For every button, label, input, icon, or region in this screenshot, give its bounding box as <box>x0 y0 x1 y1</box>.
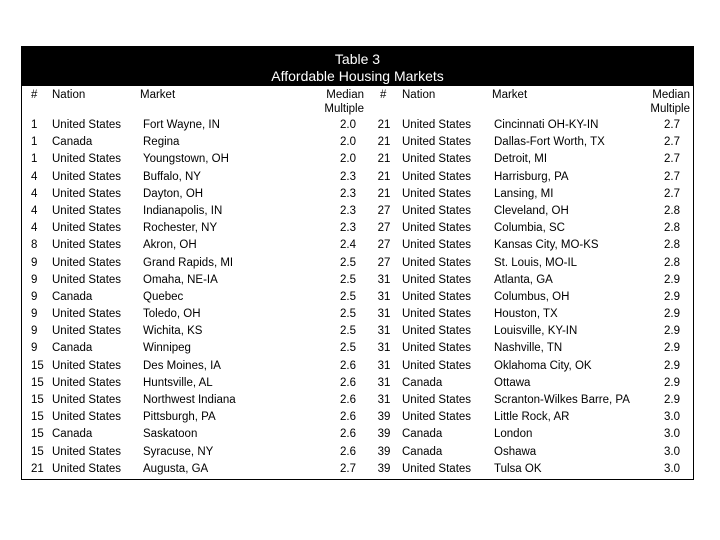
table-row <box>22 289 693 306</box>
right-nation-cell: United States <box>402 170 472 183</box>
right-rank-cell: 31 <box>377 376 391 389</box>
left-market-cell: Buffalo, NY <box>143 170 201 183</box>
left-market-cell: Augusta, GA <box>143 462 209 475</box>
right-nation-cell: United States <box>402 308 472 321</box>
right-nation-cell: Canada <box>402 445 443 458</box>
left-rank-cell: 1 <box>31 153 38 166</box>
table-row <box>22 461 693 478</box>
right-rank-cell: 21 <box>377 170 391 183</box>
table-row <box>22 375 693 392</box>
header-median-line1: Median <box>652 89 690 101</box>
right-rank-cell: 31 <box>377 273 391 286</box>
header-rank-left: # <box>31 89 38 101</box>
right-median-multiple-cell: 2.7 <box>664 119 680 131</box>
left-rank-cell: 9 <box>31 308 38 321</box>
right-rank-cell: 27 <box>377 204 391 217</box>
left-rank-cell: 21 <box>31 462 44 475</box>
left-market-cell: Quebec <box>143 290 184 303</box>
table-row <box>22 255 693 272</box>
right-median-multiple-cell: 3.0 <box>664 462 680 475</box>
right-median-multiple-cell: 2.9 <box>664 273 680 286</box>
left-median-multiple-cell: 2.5 <box>340 290 356 303</box>
table-row <box>22 169 693 186</box>
left-nation-cell: United States <box>52 204 122 217</box>
left-rank-cell: 1 <box>31 136 38 149</box>
left-market-cell: Wichita, KS <box>143 325 203 338</box>
left-market-cell: Winnipeg <box>143 342 191 355</box>
left-nation-cell: United States <box>52 308 122 321</box>
right-median-multiple-cell: 2.8 <box>664 256 680 269</box>
left-nation-cell: United States <box>52 411 122 424</box>
left-market-cell: Pittsburgh, PA <box>143 411 216 424</box>
table-row <box>22 358 693 375</box>
left-rank-cell: 15 <box>31 445 44 458</box>
left-market-cell: Youngstown, OH <box>143 153 229 166</box>
header-market-right: Market <box>492 89 528 101</box>
right-rank-cell: 31 <box>377 290 391 303</box>
left-market-cell: Toledo, OH <box>143 308 201 321</box>
left-market-cell: Syracuse, NY <box>143 445 214 458</box>
table-row <box>22 392 693 409</box>
left-rank-cell: 8 <box>31 239 38 252</box>
left-median-multiple-cell: 2.0 <box>340 119 356 131</box>
right-rank-cell: 31 <box>377 359 391 372</box>
right-nation-cell: United States <box>402 136 472 149</box>
left-median-multiple-cell: 2.6 <box>340 359 356 372</box>
right-nation-cell: Canada <box>402 376 443 389</box>
right-median-multiple-cell: 3.0 <box>664 428 680 441</box>
right-market-cell: Harrisburg, PA <box>494 170 569 183</box>
right-market-cell: Ottawa <box>494 376 531 389</box>
right-median-multiple-cell: 2.7 <box>664 153 680 166</box>
left-median-multiple-cell: 2.0 <box>340 153 356 166</box>
right-market-cell: London <box>494 428 533 441</box>
header-rank-right: # <box>380 89 387 101</box>
left-nation-cell: Canada <box>52 428 93 441</box>
left-nation-cell: United States <box>52 273 122 286</box>
left-nation-cell: Canada <box>52 342 93 355</box>
table-row <box>22 409 693 426</box>
table-row <box>22 237 693 254</box>
left-median-multiple-cell: 2.3 <box>340 222 356 235</box>
right-market-cell: Lansing, MI <box>494 187 554 200</box>
right-median-multiple-cell: 2.9 <box>664 376 680 389</box>
right-median-multiple-cell: 2.9 <box>664 342 680 355</box>
left-market-cell: Northwest Indiana <box>143 394 236 406</box>
left-median-multiple-cell: 2.3 <box>340 170 356 183</box>
right-nation-cell: United States <box>402 187 472 200</box>
left-median-multiple-cell: 2.7 <box>340 462 356 475</box>
right-market-cell: Cleveland, OH <box>494 204 569 217</box>
left-rank-cell: 4 <box>31 204 38 217</box>
right-nation-cell: United States <box>402 325 472 338</box>
header-median-right <box>636 88 690 116</box>
right-rank-cell: 39 <box>377 462 391 475</box>
left-rank-cell: 9 <box>31 273 38 286</box>
left-market-cell: Dayton, OH <box>143 187 204 200</box>
right-market-cell: Columbia, SC <box>494 222 565 235</box>
right-rank-cell: 39 <box>377 428 391 441</box>
table-row <box>22 151 693 168</box>
table-row <box>22 134 693 151</box>
right-market-cell: Atlanta, GA <box>494 273 553 286</box>
left-median-multiple-cell: 2.6 <box>340 376 356 389</box>
header-median-line2: Multiple <box>324 103 364 115</box>
right-rank-cell: 27 <box>377 239 391 252</box>
left-median-multiple-cell: 2.5 <box>340 308 356 321</box>
left-median-multiple-cell: 2.6 <box>340 394 356 406</box>
left-rank-cell: 4 <box>31 187 38 200</box>
left-rank-cell: 4 <box>31 170 38 183</box>
left-rank-cell: 15 <box>31 376 44 389</box>
left-median-multiple-cell: 2.6 <box>340 428 356 441</box>
table-row <box>22 426 693 443</box>
right-market-cell: Scranton-Wilkes Barre, PA <box>494 394 630 406</box>
table-subtitle: Affordable Housing Markets <box>271 68 444 84</box>
table-title: Table 3 <box>334 51 381 67</box>
right-median-multiple-cell: 2.8 <box>664 204 680 217</box>
left-market-cell: Regina <box>143 136 180 149</box>
left-median-multiple-cell: 2.3 <box>340 204 356 217</box>
left-median-multiple-cell: 2.0 <box>340 136 356 149</box>
right-nation-cell: United States <box>402 359 472 372</box>
left-median-multiple-cell: 2.6 <box>340 445 356 458</box>
table-row <box>22 306 693 323</box>
left-rank-cell: 1 <box>31 119 38 131</box>
header-median-left <box>312 88 364 116</box>
left-market-cell: Grand Rapids, MI <box>143 256 234 269</box>
right-rank-cell: 21 <box>377 153 391 166</box>
left-median-multiple-cell: 2.3 <box>340 187 356 200</box>
right-median-multiple-cell: 2.9 <box>664 394 680 406</box>
right-rank-cell: 31 <box>377 342 391 355</box>
right-nation-cell: United States <box>402 119 472 131</box>
left-nation-cell: United States <box>52 222 122 235</box>
header-median-line1: Median <box>326 89 364 101</box>
right-nation-cell: United States <box>402 273 472 286</box>
left-market-cell: Fort Wayne, IN <box>143 119 220 131</box>
right-median-multiple-cell: 2.9 <box>664 290 680 303</box>
right-median-multiple-cell: 2.9 <box>664 359 680 372</box>
right-market-cell: Oklahoma City, OK <box>494 359 592 372</box>
left-nation-cell: United States <box>52 256 122 269</box>
right-market-cell: Tulsa OK <box>494 462 542 475</box>
left-rank-cell: 15 <box>31 359 44 372</box>
left-nation-cell: United States <box>52 394 122 406</box>
table-title-band <box>22 47 693 86</box>
left-median-multiple-cell: 2.5 <box>340 256 356 269</box>
left-market-cell: Omaha, NE-IA <box>143 273 218 286</box>
left-nation-cell: United States <box>52 239 122 252</box>
right-median-multiple-cell: 2.7 <box>664 136 680 149</box>
right-rank-cell: 31 <box>377 325 391 338</box>
left-median-multiple-cell: 2.6 <box>340 411 356 424</box>
table-row <box>22 117 693 134</box>
left-market-cell: Akron, OH <box>143 239 197 252</box>
right-market-cell: Kansas City, MO-KS <box>494 239 599 252</box>
left-nation-cell: United States <box>52 170 122 183</box>
left-market-cell: Huntsville, AL <box>143 376 213 389</box>
left-rank-cell: 15 <box>31 428 44 441</box>
right-market-cell: Cincinnati OH-KY-IN <box>494 119 599 131</box>
left-median-multiple-cell: 2.4 <box>340 239 356 252</box>
right-market-cell: Nashville, TN <box>494 342 563 355</box>
left-nation-cell: United States <box>52 119 122 131</box>
left-rank-cell: 15 <box>31 411 44 424</box>
right-median-multiple-cell: 2.9 <box>664 308 680 321</box>
table-body <box>22 117 693 478</box>
right-market-cell: Louisville, KY-IN <box>494 325 578 338</box>
right-rank-cell: 39 <box>377 445 391 458</box>
left-nation-cell: United States <box>52 187 122 200</box>
table-row <box>22 186 693 203</box>
right-nation-cell: United States <box>402 204 472 217</box>
table-row <box>22 323 693 340</box>
left-market-cell: Indianapolis, IN <box>143 204 223 217</box>
left-market-cell: Rochester, NY <box>143 222 218 235</box>
right-nation-cell: United States <box>402 411 472 424</box>
right-rank-cell: 27 <box>377 222 391 235</box>
table-row <box>22 272 693 289</box>
housing-table <box>21 46 694 480</box>
right-rank-cell: 21 <box>377 136 391 149</box>
left-rank-cell: 15 <box>31 394 44 406</box>
table-row <box>22 220 693 237</box>
right-median-multiple-cell: 3.0 <box>664 411 680 424</box>
right-nation-cell: United States <box>402 290 472 303</box>
right-rank-cell: 31 <box>377 394 391 406</box>
right-market-cell: Little Rock, AR <box>494 411 570 424</box>
right-nation-cell: United States <box>402 222 472 235</box>
right-market-cell: Dallas-Fort Worth, TX <box>494 136 605 149</box>
left-nation-cell: Canada <box>52 290 93 303</box>
right-market-cell: Houston, TX <box>494 308 558 321</box>
right-market-cell: Oshawa <box>494 445 537 458</box>
left-market-cell: Saskatoon <box>143 428 198 441</box>
right-rank-cell: 21 <box>377 119 391 131</box>
header-median-line2: Multiple <box>650 103 690 115</box>
right-market-cell: Columbus, OH <box>494 290 570 303</box>
left-market-cell: Des Moines, IA <box>143 359 221 372</box>
left-nation-cell: United States <box>52 376 122 389</box>
right-median-multiple-cell: 2.8 <box>664 222 680 235</box>
right-market-cell: St. Louis, MO-IL <box>494 256 578 269</box>
right-nation-cell: United States <box>402 462 472 475</box>
left-median-multiple-cell: 2.5 <box>340 342 356 355</box>
left-rank-cell: 4 <box>31 222 38 235</box>
right-median-multiple-cell: 2.7 <box>664 170 680 183</box>
left-nation-cell: United States <box>52 325 122 338</box>
table-row <box>22 203 693 220</box>
table-row <box>22 340 693 357</box>
right-nation-cell: United States <box>402 342 472 355</box>
left-rank-cell: 9 <box>31 325 38 338</box>
right-rank-cell: 39 <box>377 411 391 424</box>
left-nation-cell: United States <box>52 462 122 475</box>
right-nation-cell: United States <box>402 153 472 166</box>
right-median-multiple-cell: 2.9 <box>664 325 680 338</box>
right-rank-cell: 31 <box>377 308 391 321</box>
right-rank-cell: 21 <box>377 187 391 200</box>
left-nation-cell: United States <box>52 359 122 372</box>
left-rank-cell: 9 <box>31 290 38 303</box>
header-nation-right: Nation <box>402 89 436 101</box>
table-row <box>22 444 693 461</box>
right-market-cell: Detroit, MI <box>494 153 548 166</box>
right-nation-cell: United States <box>402 239 472 252</box>
left-rank-cell: 9 <box>31 256 38 269</box>
right-nation-cell: United States <box>402 256 472 269</box>
left-median-multiple-cell: 2.5 <box>340 325 356 338</box>
left-nation-cell: Canada <box>52 136 93 149</box>
left-nation-cell: United States <box>52 153 122 166</box>
right-rank-cell: 27 <box>377 256 391 269</box>
left-median-multiple-cell: 2.5 <box>340 273 356 286</box>
right-median-multiple-cell: 2.8 <box>664 239 680 252</box>
right-nation-cell: United States <box>402 394 472 406</box>
header-nation-left: Nation <box>52 89 86 101</box>
right-median-multiple-cell: 2.7 <box>664 187 680 200</box>
right-median-multiple-cell: 3.0 <box>664 445 680 458</box>
header-market-left: Market <box>140 89 176 101</box>
left-rank-cell: 9 <box>31 342 38 355</box>
right-nation-cell: Canada <box>402 428 443 441</box>
left-nation-cell: United States <box>52 445 122 458</box>
